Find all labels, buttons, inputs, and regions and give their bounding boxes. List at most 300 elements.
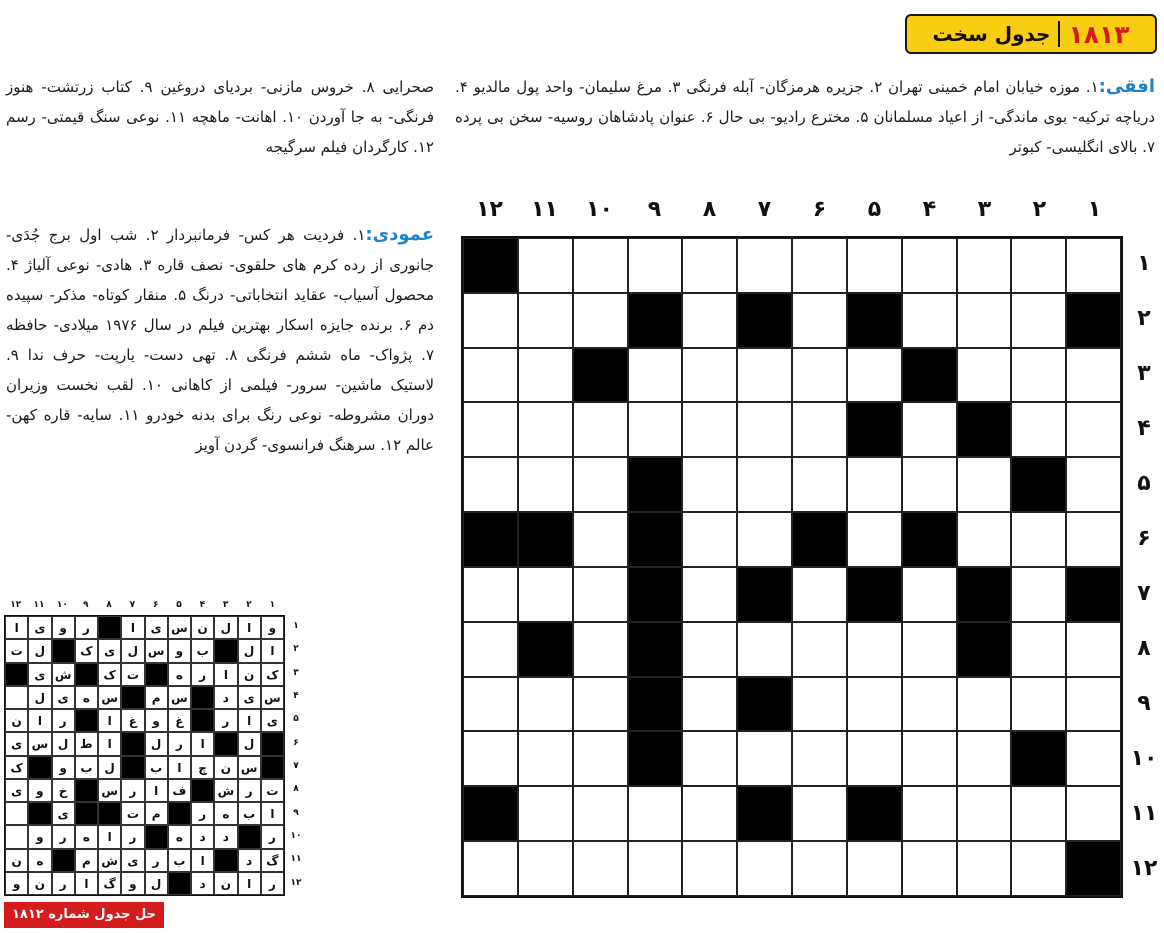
grid-cell[interactable] xyxy=(573,567,628,622)
grid-cell[interactable] xyxy=(682,512,737,567)
solution-cell: س xyxy=(261,686,284,709)
grid-cell[interactable] xyxy=(792,348,847,403)
solution-cell: ب xyxy=(145,756,168,779)
solution-cell: گ xyxy=(98,872,121,895)
grid-cell[interactable] xyxy=(902,293,957,348)
solution-column-number: ۲ xyxy=(246,600,252,610)
row-number: ۸ xyxy=(1137,636,1151,661)
solution-cell: ر xyxy=(121,779,144,802)
grid-cell[interactable] xyxy=(1011,512,1066,567)
solution-row-number: ۳ xyxy=(293,667,299,678)
grid-cell[interactable] xyxy=(518,841,573,896)
grid-cell[interactable] xyxy=(957,512,1012,567)
solution-column-number: ۱۰ xyxy=(56,600,68,610)
grid-cell[interactable] xyxy=(902,622,957,677)
grid-cell[interactable] xyxy=(573,512,628,567)
solution-row-number: ۵ xyxy=(293,714,299,725)
grid-cell[interactable] xyxy=(1066,348,1121,403)
grid-cell[interactable] xyxy=(573,238,628,293)
grid-cell[interactable] xyxy=(737,841,792,896)
solution-cell: م xyxy=(145,686,168,709)
grid-cell[interactable] xyxy=(957,841,1012,896)
solution-cell: و xyxy=(261,616,284,639)
solution-cell: ل xyxy=(238,732,261,755)
solution-cell: خ xyxy=(52,779,75,802)
black-cell xyxy=(957,622,1012,677)
solution-cell: و xyxy=(52,756,75,779)
solution-cell: ا xyxy=(98,732,121,755)
solution-column-number: ۹ xyxy=(82,600,89,610)
crossword-grid xyxy=(461,236,1123,898)
grid-cell[interactable] xyxy=(682,402,737,457)
solution-cell: و xyxy=(121,872,144,895)
solution-black-cell xyxy=(5,663,28,686)
black-cell xyxy=(573,348,628,403)
solution-black-cell xyxy=(191,686,214,709)
grid-cell[interactable] xyxy=(628,348,683,403)
solution-cell: ه xyxy=(28,849,51,872)
solution-cell: ی xyxy=(121,849,144,872)
grid-cell[interactable] xyxy=(518,731,573,786)
solution-cell: چ xyxy=(191,756,214,779)
grid-cell[interactable] xyxy=(792,238,847,293)
grid-cell[interactable] xyxy=(847,238,902,293)
solution-cell: غ xyxy=(168,709,191,732)
grid-cell[interactable] xyxy=(628,402,683,457)
row-number: ۱۱ xyxy=(1130,801,1158,826)
grid-cell[interactable] xyxy=(682,841,737,896)
grid-cell[interactable] xyxy=(573,786,628,841)
solution-black-cell xyxy=(261,756,284,779)
grid-cell[interactable] xyxy=(1011,677,1066,732)
solution-cell: ی xyxy=(28,663,51,686)
grid-cell[interactable] xyxy=(792,786,847,841)
grid-cell[interactable] xyxy=(792,457,847,512)
solution-cell: م xyxy=(145,802,168,825)
grid-cell[interactable] xyxy=(463,622,518,677)
solution-cell: ا xyxy=(238,709,261,732)
solution-black-cell xyxy=(98,616,121,639)
column-number: ۱۰ xyxy=(586,197,613,222)
solution-cell: ت xyxy=(121,663,144,686)
column-number: ۲ xyxy=(1032,197,1047,222)
grid-cell[interactable] xyxy=(737,512,792,567)
grid-cell[interactable] xyxy=(518,457,573,512)
grid-cell[interactable] xyxy=(1011,293,1066,348)
grid-cell[interactable] xyxy=(463,402,518,457)
grid-cell[interactable] xyxy=(518,786,573,841)
black-cell xyxy=(1066,567,1121,622)
grid-cell[interactable] xyxy=(1011,402,1066,457)
solution-cell: ک xyxy=(98,663,121,686)
solution-cell: ا xyxy=(28,709,51,732)
row-number: ۳ xyxy=(1137,361,1151,386)
solution-cell: ش xyxy=(214,779,237,802)
solution-cell: ن xyxy=(28,872,51,895)
grid-cell[interactable] xyxy=(847,677,902,732)
solution-cell: و xyxy=(145,709,168,732)
grid-cell[interactable] xyxy=(847,457,902,512)
black-cell xyxy=(957,402,1012,457)
across-continuation-text: صحرایی ۸. خروس مازنی- بردیای دروغین ۹. کتاب زرتشت- هنوز فرنگی- به جا آوردن ۱۰. اهانت- ماهچه ۱۱. نوعی سنگ قیمتی- رسم ۱۲. کارگردان فیلم سرگیجه xyxy=(6,78,434,156)
grid-cell[interactable] xyxy=(847,841,902,896)
row-number: ۵ xyxy=(1137,471,1151,496)
solution-cell: ر xyxy=(121,825,144,848)
solution-cell: و xyxy=(168,639,191,662)
black-cell xyxy=(518,512,573,567)
grid-cell[interactable] xyxy=(737,622,792,677)
grid-cell[interactable] xyxy=(902,402,957,457)
column-number: ۵ xyxy=(867,197,882,222)
solution-row-number: ۲ xyxy=(293,644,299,655)
across-clues-text: ۱. موزه خیابان امام خمینی تهران ۲. جزیره هرمزگان- آبله فرنگی ۳. مرغ سلیمان- واحد پول مالدیو ۴. دریاچه ترکیه- بوی ماندگی- از اعیاد مسلمانان ۵. مخترع رادیو- بی حال ۶. عنوان پادشاهان روسیه- سخن بی پرده ۷. بالای انگلیسی- کبوتر xyxy=(455,78,1156,156)
solution-cell: ب xyxy=(168,849,191,872)
grid-cell[interactable] xyxy=(1011,841,1066,896)
row-number: ۶ xyxy=(1137,526,1151,551)
grid-cell[interactable] xyxy=(682,622,737,677)
black-cell xyxy=(463,512,518,567)
grid-cell[interactable] xyxy=(1066,731,1121,786)
grid-cell[interactable] xyxy=(1011,622,1066,677)
grid-cell[interactable] xyxy=(792,567,847,622)
down-heading: عمودی: xyxy=(365,224,434,245)
solution-cell: ه xyxy=(168,825,191,848)
solution-row-number: ۴ xyxy=(293,690,299,701)
solution-cell: ر xyxy=(261,825,284,848)
grid-cell[interactable] xyxy=(682,348,737,403)
solution-cell: ب xyxy=(238,802,261,825)
solution-cell: ل xyxy=(52,732,75,755)
grid-cell[interactable] xyxy=(902,841,957,896)
grid-cell[interactable] xyxy=(518,402,573,457)
black-cell xyxy=(628,731,683,786)
grid-cell[interactable] xyxy=(463,567,518,622)
solution-cell: و xyxy=(28,779,51,802)
grid-cell[interactable] xyxy=(957,457,1012,512)
solution-black-cell xyxy=(168,872,191,895)
solution-row-number: ۱۱ xyxy=(290,854,302,865)
grid-cell[interactable] xyxy=(792,731,847,786)
grid-cell[interactable] xyxy=(682,731,737,786)
grid-cell[interactable] xyxy=(737,348,792,403)
grid-cell[interactable] xyxy=(737,731,792,786)
solution-cell: ش xyxy=(98,849,121,872)
solution-cell: ل xyxy=(145,732,168,755)
puzzle-number: ۱۸۱۳ xyxy=(1068,19,1130,49)
grid-cell[interactable] xyxy=(682,293,737,348)
grid-cell[interactable] xyxy=(1066,786,1121,841)
grid-cell[interactable] xyxy=(902,457,957,512)
solution-row-number: ۱۰ xyxy=(290,830,302,841)
solution-label: حل جدول شماره ۱۸۱۲ xyxy=(4,902,164,928)
solution-cell: ه xyxy=(75,686,98,709)
solution-black-cell xyxy=(214,849,237,872)
solution-cell: د xyxy=(191,825,214,848)
grid-cell[interactable] xyxy=(518,567,573,622)
row-number: ۱۰ xyxy=(1130,746,1158,771)
solution-black-cell xyxy=(52,849,75,872)
grid-cell[interactable] xyxy=(682,677,737,732)
title-separator xyxy=(1058,21,1060,47)
grid-cell[interactable] xyxy=(463,841,518,896)
solution-cell: ن xyxy=(191,616,214,639)
column-number: ۱۲ xyxy=(476,197,503,222)
grid-cell[interactable] xyxy=(737,402,792,457)
grid-cell[interactable] xyxy=(902,731,957,786)
solution-cell: ا xyxy=(261,802,284,825)
grid-cell[interactable] xyxy=(792,841,847,896)
grid-cell[interactable] xyxy=(847,512,902,567)
grid-cell[interactable] xyxy=(682,457,737,512)
solution-column-number: ۸ xyxy=(106,600,112,610)
column-number: ۱ xyxy=(1087,197,1102,222)
solution-cell: ک xyxy=(261,663,284,686)
solution-cell: ب xyxy=(75,756,98,779)
solution-cell: د xyxy=(214,686,237,709)
black-cell xyxy=(463,238,518,293)
solution-cell: ر xyxy=(75,616,98,639)
row-number: ۹ xyxy=(1137,691,1151,716)
solution-cell: ی xyxy=(52,802,75,825)
solution-cell: غ xyxy=(121,709,144,732)
solution-cell: ی xyxy=(28,616,51,639)
solution-black-cell xyxy=(191,779,214,802)
solution-cell: ا xyxy=(238,872,261,895)
solution-cell: س xyxy=(145,639,168,662)
solution-cell: و xyxy=(28,825,51,848)
grid-cell[interactable] xyxy=(847,622,902,677)
solution-black-cell xyxy=(168,802,191,825)
grid-cell[interactable] xyxy=(573,841,628,896)
grid-cell[interactable] xyxy=(737,238,792,293)
grid-cell[interactable] xyxy=(957,348,1012,403)
solution-cell: و xyxy=(5,872,28,895)
solution-cell: ف xyxy=(168,779,191,802)
solution-cell: ر xyxy=(145,849,168,872)
solution-cell: ت xyxy=(5,639,28,662)
black-cell xyxy=(847,293,902,348)
title-label: جدول سخت xyxy=(932,22,1051,46)
solution-black-cell xyxy=(214,732,237,755)
black-cell xyxy=(737,567,792,622)
solution-cell: ر xyxy=(52,709,75,732)
grid-cell[interactable] xyxy=(957,786,1012,841)
grid-cell[interactable] xyxy=(573,293,628,348)
grid-cell[interactable] xyxy=(1066,677,1121,732)
grid-cell[interactable] xyxy=(1066,512,1121,567)
grid-cell[interactable] xyxy=(573,457,628,512)
solution-row-number: ۸ xyxy=(293,784,299,795)
solution-black-cell xyxy=(145,825,168,848)
grid-cell[interactable] xyxy=(573,622,628,677)
solution-cell: ل xyxy=(98,756,121,779)
grid-cell[interactable] xyxy=(957,731,1012,786)
solution-cell: ر xyxy=(191,802,214,825)
row-number: ۲ xyxy=(1137,306,1151,331)
solution-black-cell xyxy=(98,802,121,825)
solution-cell: ر xyxy=(52,872,75,895)
solution-cell: ت xyxy=(261,779,284,802)
grid-cell[interactable] xyxy=(792,293,847,348)
grid-cell[interactable] xyxy=(1011,238,1066,293)
black-cell xyxy=(847,567,902,622)
black-cell xyxy=(902,512,957,567)
solution-black-cell xyxy=(52,639,75,662)
solution-black-cell xyxy=(121,732,144,755)
grid-cell[interactable] xyxy=(518,293,573,348)
solution-cell: م xyxy=(75,849,98,872)
grid-cell[interactable] xyxy=(463,457,518,512)
black-cell xyxy=(847,786,902,841)
solution-cell: ا xyxy=(191,849,214,872)
grid-cell[interactable] xyxy=(463,731,518,786)
solution-column-number: ۵ xyxy=(176,600,182,610)
grid-cell[interactable] xyxy=(902,567,957,622)
solution-column-number: ۷ xyxy=(129,600,136,610)
solution-black-cell xyxy=(191,709,214,732)
grid-cell[interactable] xyxy=(682,567,737,622)
column-number: ۴ xyxy=(922,197,937,222)
solution-cell: د xyxy=(238,849,261,872)
grid-cell[interactable] xyxy=(518,677,573,732)
column-number: ۹ xyxy=(647,197,662,222)
solution-cell: ا xyxy=(191,732,214,755)
solution-cell: ن xyxy=(5,849,28,872)
grid-cell[interactable] xyxy=(1066,457,1121,512)
solution-cell: ی xyxy=(261,709,284,732)
grid-cell[interactable] xyxy=(957,677,1012,732)
grid-cell[interactable] xyxy=(1011,567,1066,622)
black-cell xyxy=(628,622,683,677)
solution-cell: ی xyxy=(52,686,75,709)
black-cell xyxy=(628,512,683,567)
down-clues xyxy=(6,220,434,585)
grid-cell[interactable] xyxy=(957,238,1012,293)
grid-cell[interactable] xyxy=(1011,786,1066,841)
solution-cell: ا xyxy=(75,872,98,895)
solution-cell: ل xyxy=(238,639,261,662)
column-number: ۶ xyxy=(812,197,827,222)
column-number: ۱۱ xyxy=(531,197,558,222)
grid-cell[interactable] xyxy=(628,238,683,293)
solution-row-number: ۷ xyxy=(293,760,299,771)
grid-cell[interactable] xyxy=(792,677,847,732)
column-number: ۸ xyxy=(702,197,717,222)
solution-cell: ر xyxy=(168,732,191,755)
grid-cell[interactable] xyxy=(573,402,628,457)
across-clues-continuation xyxy=(6,72,434,212)
solution-cell: ن xyxy=(238,663,261,686)
black-cell xyxy=(737,293,792,348)
solution-cell: س xyxy=(98,779,121,802)
solution-cell: ه xyxy=(168,663,191,686)
row-number: ۷ xyxy=(1137,581,1151,606)
grid-cell[interactable] xyxy=(847,731,902,786)
solution-cell: ا xyxy=(145,779,168,802)
solution-cell: ا xyxy=(261,639,284,662)
solution-cell: ل xyxy=(145,872,168,895)
solution-grid xyxy=(4,615,285,896)
solution-cell: ن xyxy=(214,872,237,895)
across-heading: افقی: xyxy=(1098,76,1155,97)
black-cell xyxy=(957,567,1012,622)
black-cell xyxy=(628,677,683,732)
solution-cell: س xyxy=(98,686,121,709)
black-cell xyxy=(902,348,957,403)
grid-cell[interactable] xyxy=(957,293,1012,348)
black-cell xyxy=(1066,841,1121,896)
solution-cell: ی xyxy=(98,639,121,662)
grid-cell[interactable] xyxy=(792,402,847,457)
black-cell xyxy=(628,293,683,348)
grid-cell[interactable] xyxy=(463,293,518,348)
grid-cell[interactable] xyxy=(1011,348,1066,403)
solution-black-cell xyxy=(121,686,144,709)
grid-cell[interactable] xyxy=(682,238,737,293)
solution-cell: ا xyxy=(98,709,121,732)
solution-column-number: ۱۱ xyxy=(33,600,45,610)
down-clues-text: ۱. فردیت هر کس- فرمانبردار ۲. شب اول برج جُدَی- جانوری از رده کرم های حلقوی- نصف قاره ۳. هادی- نوعی آلیاژ ۴. محصول آسیاب- عقاید انتخاباتی- درنگ ۵. منقار کوتاه- مذکر- سپیده دم ۶. برنده جایزه اسکار بهترین فیلم در سال ۱۹۷۶ میلادی- حافظه ۷. پژواک- ماه ششم فرنگی ۸. تهی دست- یارپت- حرف ندا ۹. لاستیک ماشین- سرور- فیلمی از کاهانی ۱۰. لقب نخست وزیران دوران مشروطه- نوعی رنگ برای بدنه خودرو ۱۱. سایه- قاره کهن- عالم ۱۲. سرهنگ فرانسوی- گردن آویز xyxy=(6,226,435,454)
solution-cell xyxy=(5,825,28,848)
grid-cell[interactable] xyxy=(518,238,573,293)
solution-black-cell xyxy=(75,802,98,825)
solution-cell: ل xyxy=(28,686,51,709)
grid-cell[interactable] xyxy=(1066,238,1121,293)
grid-cell[interactable] xyxy=(902,238,957,293)
solution-cell: ا xyxy=(168,756,191,779)
solution-cell: ه xyxy=(214,802,237,825)
grid-cell[interactable] xyxy=(628,786,683,841)
row-numbers xyxy=(1124,236,1164,896)
black-cell xyxy=(1011,731,1066,786)
solution-black-cell xyxy=(28,802,51,825)
grid-cell[interactable] xyxy=(792,622,847,677)
solution-row-number: ۹ xyxy=(293,807,299,818)
solution-cell: د xyxy=(191,872,214,895)
solution-cell: ر xyxy=(191,663,214,686)
solution-cell: ل xyxy=(214,616,237,639)
solution-column-numbers xyxy=(4,598,284,612)
solution-cell: ا xyxy=(214,663,237,686)
solution-cell: ش xyxy=(52,663,75,686)
solution-cell: ا xyxy=(5,616,28,639)
grid-cell[interactable] xyxy=(682,786,737,841)
grid-cell[interactable] xyxy=(1066,402,1121,457)
grid-cell[interactable] xyxy=(573,731,628,786)
grid-cell[interactable] xyxy=(737,457,792,512)
grid-cell[interactable] xyxy=(902,677,957,732)
grid-cell[interactable] xyxy=(573,677,628,732)
grid-cell[interactable] xyxy=(518,348,573,403)
solution-cell: گ xyxy=(261,849,284,872)
grid-cell[interactable] xyxy=(902,786,957,841)
row-number: ۴ xyxy=(1137,416,1151,441)
solution-cell: ط xyxy=(75,732,98,755)
solution-cell: ی xyxy=(5,779,28,802)
grid-cell[interactable] xyxy=(463,677,518,732)
grid-cell[interactable] xyxy=(628,841,683,896)
grid-cell[interactable] xyxy=(463,348,518,403)
grid-cell[interactable] xyxy=(847,348,902,403)
grid-cell[interactable] xyxy=(1066,622,1121,677)
solution-black-cell xyxy=(75,709,98,732)
black-cell xyxy=(737,677,792,732)
column-number: ۷ xyxy=(757,197,772,222)
row-number: ۱ xyxy=(1137,251,1151,276)
across-clues xyxy=(455,72,1155,182)
black-cell xyxy=(1066,293,1121,348)
solution-cell: س xyxy=(168,616,191,639)
